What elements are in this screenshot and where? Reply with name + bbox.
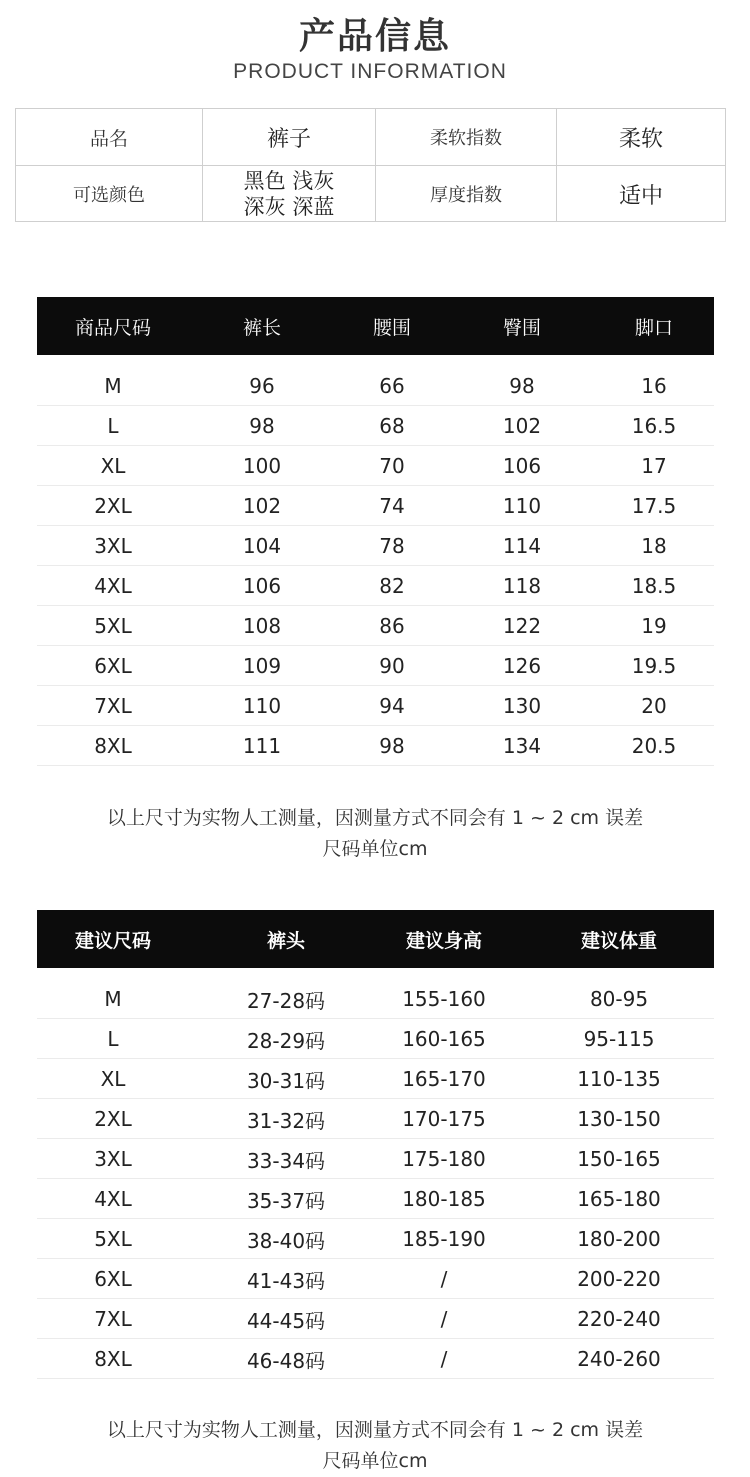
table-cell: 175-180	[402, 1147, 486, 1171]
table-cell: 4XL	[94, 574, 132, 598]
table-cell: 185-190	[402, 1227, 486, 1251]
table-cell: 180-200	[577, 1227, 661, 1251]
table-header-bar	[37, 910, 714, 968]
table-cell: 31-32码	[246, 1108, 326, 1133]
table-cell: 104	[242, 534, 282, 558]
table-cell: 150-165	[577, 1147, 661, 1171]
info-label-text: 柔软指数	[430, 128, 502, 149]
table-cell: 240-260	[577, 1347, 661, 1371]
product-info-table	[15, 108, 726, 222]
table-row	[37, 406, 714, 446]
column-header: 脚口	[634, 316, 673, 339]
info-label-softness	[376, 109, 557, 165]
table-cell: 111	[242, 734, 282, 758]
info-value-name	[203, 109, 376, 165]
table-cell: 160-165	[402, 1027, 486, 1051]
table-cell: 108	[242, 614, 282, 638]
table-cell: 130-150	[577, 1107, 661, 1131]
table-cell: 5XL	[94, 1227, 132, 1251]
row-divider	[37, 1378, 714, 1379]
table-cell: XL	[100, 1067, 126, 1091]
note-line: 尺码单位cm	[322, 1450, 428, 1472]
info-row	[16, 109, 725, 166]
table-cell: 41-43码	[246, 1268, 326, 1293]
table-row	[37, 726, 714, 766]
column-header: 裤长	[242, 316, 281, 339]
table-cell: 165-170	[402, 1067, 486, 1091]
table-cell: 98	[379, 734, 405, 758]
table-cell: 30-31码	[246, 1068, 326, 1093]
table-row	[37, 1099, 714, 1139]
table-cell: 27-28码	[246, 988, 326, 1013]
table-cell: 80-95	[589, 987, 649, 1011]
column-header: 裤头	[266, 929, 305, 952]
table-row	[37, 686, 714, 726]
column-header: 建议尺码	[74, 929, 151, 952]
info-value-thickness	[557, 166, 725, 222]
table-row	[37, 1019, 714, 1059]
table-cell: 18	[641, 534, 667, 558]
table-row	[37, 526, 714, 566]
table-cell: 100	[242, 454, 282, 478]
table-cell: 17.5	[631, 494, 677, 518]
table-row	[37, 1219, 714, 1259]
table-cell: M	[104, 374, 122, 398]
table-cell: 7XL	[94, 694, 132, 718]
table-cell: 170-175	[402, 1107, 486, 1131]
table-cell: 130	[502, 694, 542, 718]
table-cell: 17	[641, 454, 667, 478]
column-header: 腰围	[372, 316, 411, 339]
table-cell: XL	[100, 454, 126, 478]
table-cell: 82	[379, 574, 405, 598]
color-options-line: 黑色 浅灰	[243, 169, 335, 193]
table-cell: 114	[502, 534, 542, 558]
table-cell: 165-180	[577, 1187, 661, 1211]
table-cell: 109	[242, 654, 282, 678]
table-cell: 106	[502, 454, 542, 478]
table-cell: 35-37码	[246, 1188, 326, 1213]
table-cell: 7XL	[94, 1307, 132, 1331]
table-cell: 86	[379, 614, 405, 638]
column-header: 臀围	[502, 316, 541, 339]
table-cell: 70	[379, 454, 405, 478]
table-cell: 2XL	[94, 1107, 132, 1131]
table-cell: L	[107, 414, 119, 438]
table-cell: 19	[641, 614, 667, 638]
table-cell: 16	[641, 374, 667, 398]
table-cell: 94	[379, 694, 405, 718]
table-cell: 155-160	[402, 987, 486, 1011]
table-row	[37, 1259, 714, 1299]
column-header: 建议体重	[580, 929, 657, 952]
table-cell: 18.5	[631, 574, 677, 598]
table-cell: 98	[249, 414, 275, 438]
measurement-note	[0, 803, 750, 865]
table-cell: 3XL	[94, 534, 132, 558]
table-cell: 200-220	[577, 1267, 661, 1291]
table-cell: 78	[379, 534, 405, 558]
table-cell: 20	[641, 694, 667, 718]
table-row	[37, 486, 714, 526]
info-value-text: 裤子	[266, 126, 311, 152]
table-row	[37, 446, 714, 486]
table-cell: 95-115	[583, 1027, 655, 1051]
table-cell: 102	[502, 414, 542, 438]
table-cell: 68	[379, 414, 405, 438]
table-cell: L	[107, 1027, 119, 1051]
measurement-note-2	[0, 1415, 750, 1477]
table-cell: /	[440, 1347, 448, 1371]
table-cell: 3XL	[94, 1147, 132, 1171]
table-cell: 46-48码	[246, 1348, 326, 1373]
note-line: 以上尺寸为实物人工测量，因测量方式不同会有 1 ~ 2 cm 误差	[106, 1419, 644, 1441]
table-cell: 96	[249, 374, 275, 398]
table-cell: 8XL	[94, 1347, 132, 1371]
column-header: 建议身高	[405, 929, 482, 952]
info-row	[16, 166, 725, 222]
table-cell: 98	[509, 374, 535, 398]
table-cell: 122	[502, 614, 542, 638]
table-cell: 110	[502, 494, 542, 518]
table-cell: 20.5	[631, 734, 677, 758]
table-cell: 8XL	[94, 734, 132, 758]
table-row	[37, 979, 714, 1019]
column-header: 商品尺码	[74, 316, 151, 339]
note-line: 尺码单位cm	[322, 838, 428, 860]
table-cell: 38-40码	[246, 1228, 326, 1253]
table-cell: 134	[502, 734, 542, 758]
table-cell: 5XL	[94, 614, 132, 638]
table-cell: 66	[379, 374, 405, 398]
table-cell: 110	[242, 694, 282, 718]
info-value-colors	[203, 166, 376, 222]
table-row	[37, 1139, 714, 1179]
table-row	[37, 1059, 714, 1099]
info-label-name	[16, 109, 203, 165]
table-row	[37, 1339, 714, 1379]
table-cell: 4XL	[94, 1187, 132, 1211]
table-cell: 102	[242, 494, 282, 518]
table-cell: 106	[242, 574, 282, 598]
note-line: 以上尺寸为实物人工测量，因测量方式不同会有 1 ~ 2 cm 误差	[106, 807, 644, 829]
table-row	[37, 646, 714, 686]
table-cell: 16.5	[631, 414, 677, 438]
row-divider	[37, 765, 714, 766]
table-cell: 110-135	[577, 1067, 661, 1091]
table-cell: 90	[379, 654, 405, 678]
table-row	[37, 1179, 714, 1219]
info-label-text: 品名	[89, 127, 128, 150]
info-label-text: 可选颜色	[73, 185, 145, 206]
table-header-bar	[37, 297, 714, 355]
table-cell: 6XL	[94, 654, 132, 678]
info-value-softness	[557, 109, 725, 165]
info-value-text: 柔软	[618, 126, 663, 152]
info-label-thickness	[376, 166, 557, 222]
info-value-text: 适中	[618, 183, 663, 209]
table-cell: 126	[502, 654, 542, 678]
info-label-colors	[16, 166, 203, 222]
table-cell: 74	[379, 494, 405, 518]
table-row	[37, 1299, 714, 1339]
table-cell: 6XL	[94, 1267, 132, 1291]
table-cell: 19.5	[631, 654, 677, 678]
table-cell: 180-185	[402, 1187, 486, 1211]
table-row	[37, 606, 714, 646]
table-cell: 118	[502, 574, 542, 598]
table-cell: 28-29码	[246, 1028, 326, 1053]
table-cell: /	[440, 1267, 448, 1291]
table-cell: 220-240	[577, 1307, 661, 1331]
info-label-text: 厚度指数	[430, 185, 502, 206]
table-cell: 2XL	[94, 494, 132, 518]
table-cell: M	[104, 987, 122, 1011]
table-cell: 44-45码	[246, 1308, 326, 1333]
table-cell: 33-34码	[246, 1148, 326, 1173]
color-options-line: 深灰 深蓝	[243, 195, 335, 219]
page-title: 产品信息	[298, 16, 451, 57]
table-row	[37, 566, 714, 606]
table-cell: /	[440, 1307, 448, 1331]
table-row	[37, 366, 714, 406]
page-subtitle: PRODUCT INFORMATION	[233, 60, 507, 83]
